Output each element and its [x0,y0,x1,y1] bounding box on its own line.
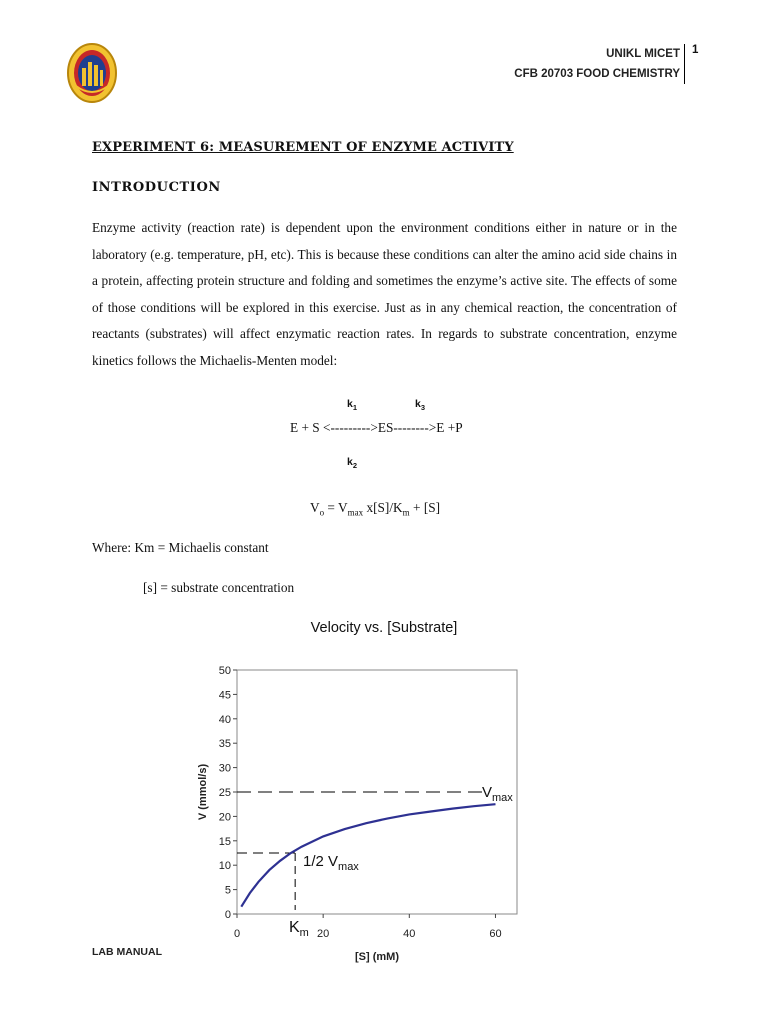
section-heading: INTRODUCTION [92,180,221,195]
y-tick-label: 20 [218,811,231,824]
rate-constant-k1: $k_1$ [347,398,358,413]
x-tick-label: 0 [233,928,241,940]
rate-constant-k3: $k_3$ [415,398,426,413]
header-org: UNIKL MICET [606,48,680,60]
y-tick-label: 15 [218,835,231,848]
y-tick-label: 45 [218,689,231,702]
y-tick-label: 50 [218,665,231,677]
michaelis-menten-curve [241,804,495,907]
where-km-line: Where: Km = Michaelis constant [92,540,269,555]
x-axis-title: [S] (mM) [355,951,399,963]
y-tick-label: 0 [224,909,231,921]
x-tick-label: 40 [403,928,416,940]
vmax-label: $V_{max}$ [482,784,513,804]
y-tick-label: 30 [218,762,231,775]
y-tick-label: 10 [218,860,231,873]
chart-title: Velocity vs. [Substrate] [310,620,458,636]
half-vmax-label: 1/2 $V_{max}$ [303,853,359,873]
x-tick-label: 60 [489,928,502,940]
footer-label: LAB MANUAL [92,946,162,958]
experiment-title: EXPERIMENT 6: MEASUREMENT OF ENZYME ACTIVITY [92,140,514,155]
page-number: 1 [692,44,699,56]
header-course: CFB 20703 FOOD CHEMISTRY [514,68,680,80]
substrate-definition-line: [s] = substrate concentration [143,580,295,595]
rate-constant-k2: $k_2$ [347,456,358,471]
reaction-scheme: E + S <--------->ES-------->E +P [290,420,463,435]
km-label: $K_m$ [289,919,309,939]
y-tick-label: 5 [224,884,231,897]
y-tick-label: 25 [218,787,231,799]
y-tick-label: 40 [218,713,231,726]
intro-paragraph: Enzyme activity (reaction rate) is dependent upon the environment conditions either in nature or in the laboratory (e.g. temperature, pH, etc). This is because these conditions can alter the amino acid side chains in a protein, affecting protein structure and folding and sometimes the enzyme’s active site. The effects of some of those conditions will be explored in this exercise. Just as in any chemical reaction, the concentration of reactants (substrates) will affect enzymatic reaction rates. In regards to substrate concentration, enzyme kinetics follows the Michaelis-Menten model: [92,220,677,368]
y-axis-title: V (mmol/s) [197,763,209,821]
y-tick-label: 35 [218,738,231,751]
x-tick-label: 20 [317,928,330,940]
michaelis-menten-equation: $V_o = V_{max}$ $x[S]/K_m + [S]$ [310,500,441,518]
